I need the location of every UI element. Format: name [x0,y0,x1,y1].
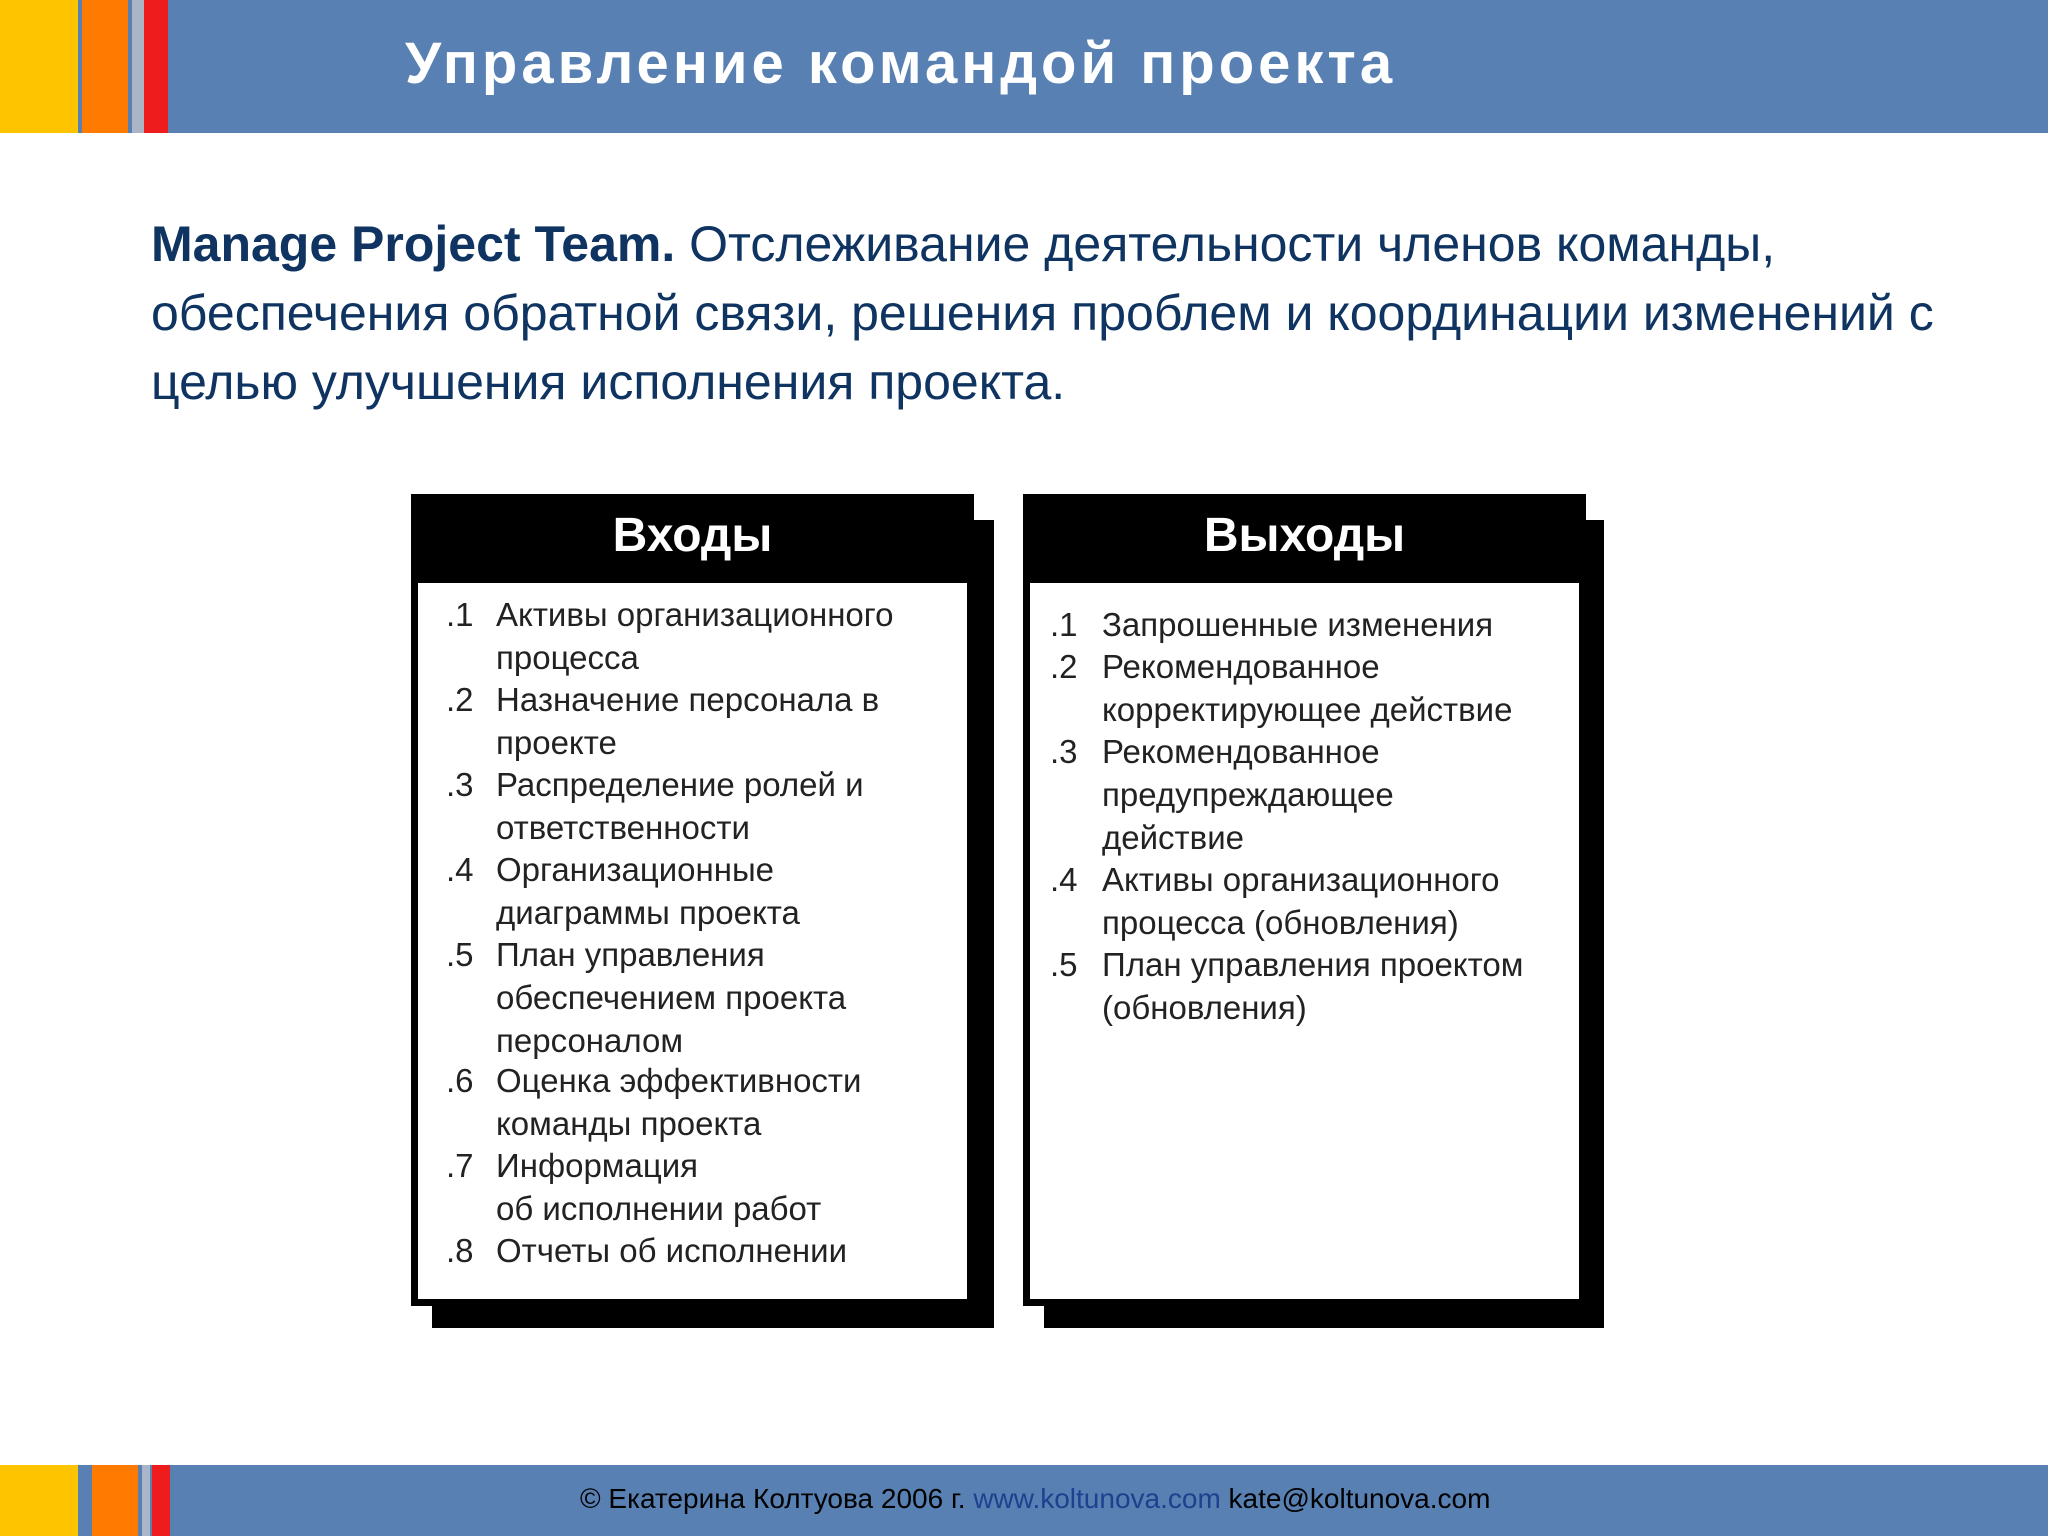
footer-stripe-yellow [0,1465,78,1536]
footer-stripe-red [152,1465,170,1536]
header-stripe-gray [132,0,144,133]
intro-paragraph [151,210,1951,417]
inputs-list: .1 Активы организационного процесса .2 Назначение персонала в проекте .3 Распределение ролей и ответственности .4 Организационные диаграммы проекта .5 План управления обеспечением проекта персоналом .6 Оценка эффективности команды проекта .7 Информация об исполнении работ .8 Отчеты об исполнении [415,580,970,1302]
footer-text [580,1483,1490,1515]
outputs-title: Выходы [1203,509,1406,562]
website-link[interactable]: www.koltunova.com [973,1483,1221,1514]
header-stripe-yellow [0,0,78,133]
intro-term: Manage Project Team. [151,216,676,272]
copyright: © Екатерина Колтуова 2006 г. [580,1483,966,1514]
header-stripe-red [144,0,168,133]
slide-title: Управление командой проекта [405,31,1397,96]
outputs-list: .1 Запрошенные изменения .2 Рекомендованное корректирующее действие .3 Рекомендованное предупреждающее действие .4 Активы организационного процесса (обновления) .5 План управления проектом (обновления) [1027,580,1582,1302]
inputs-panel [411,494,974,1306]
footer-bar [0,1465,2048,1536]
outputs-panel [1023,494,1586,1306]
footer-stripe-gray [142,1465,150,1536]
footer-stripe-orange [92,1465,138,1536]
intro-definition: Отслеживание деятельности членов команды, обеспечения обратной связи, решения проблем и координации изменений с целью улучшения исполнения проекта. [151,216,1934,410]
email-link[interactable]: kate@koltunova.com [1228,1483,1491,1514]
header-bar [0,0,2048,133]
inputs-title: Входы [612,509,773,562]
header-stripe-orange [82,0,128,133]
